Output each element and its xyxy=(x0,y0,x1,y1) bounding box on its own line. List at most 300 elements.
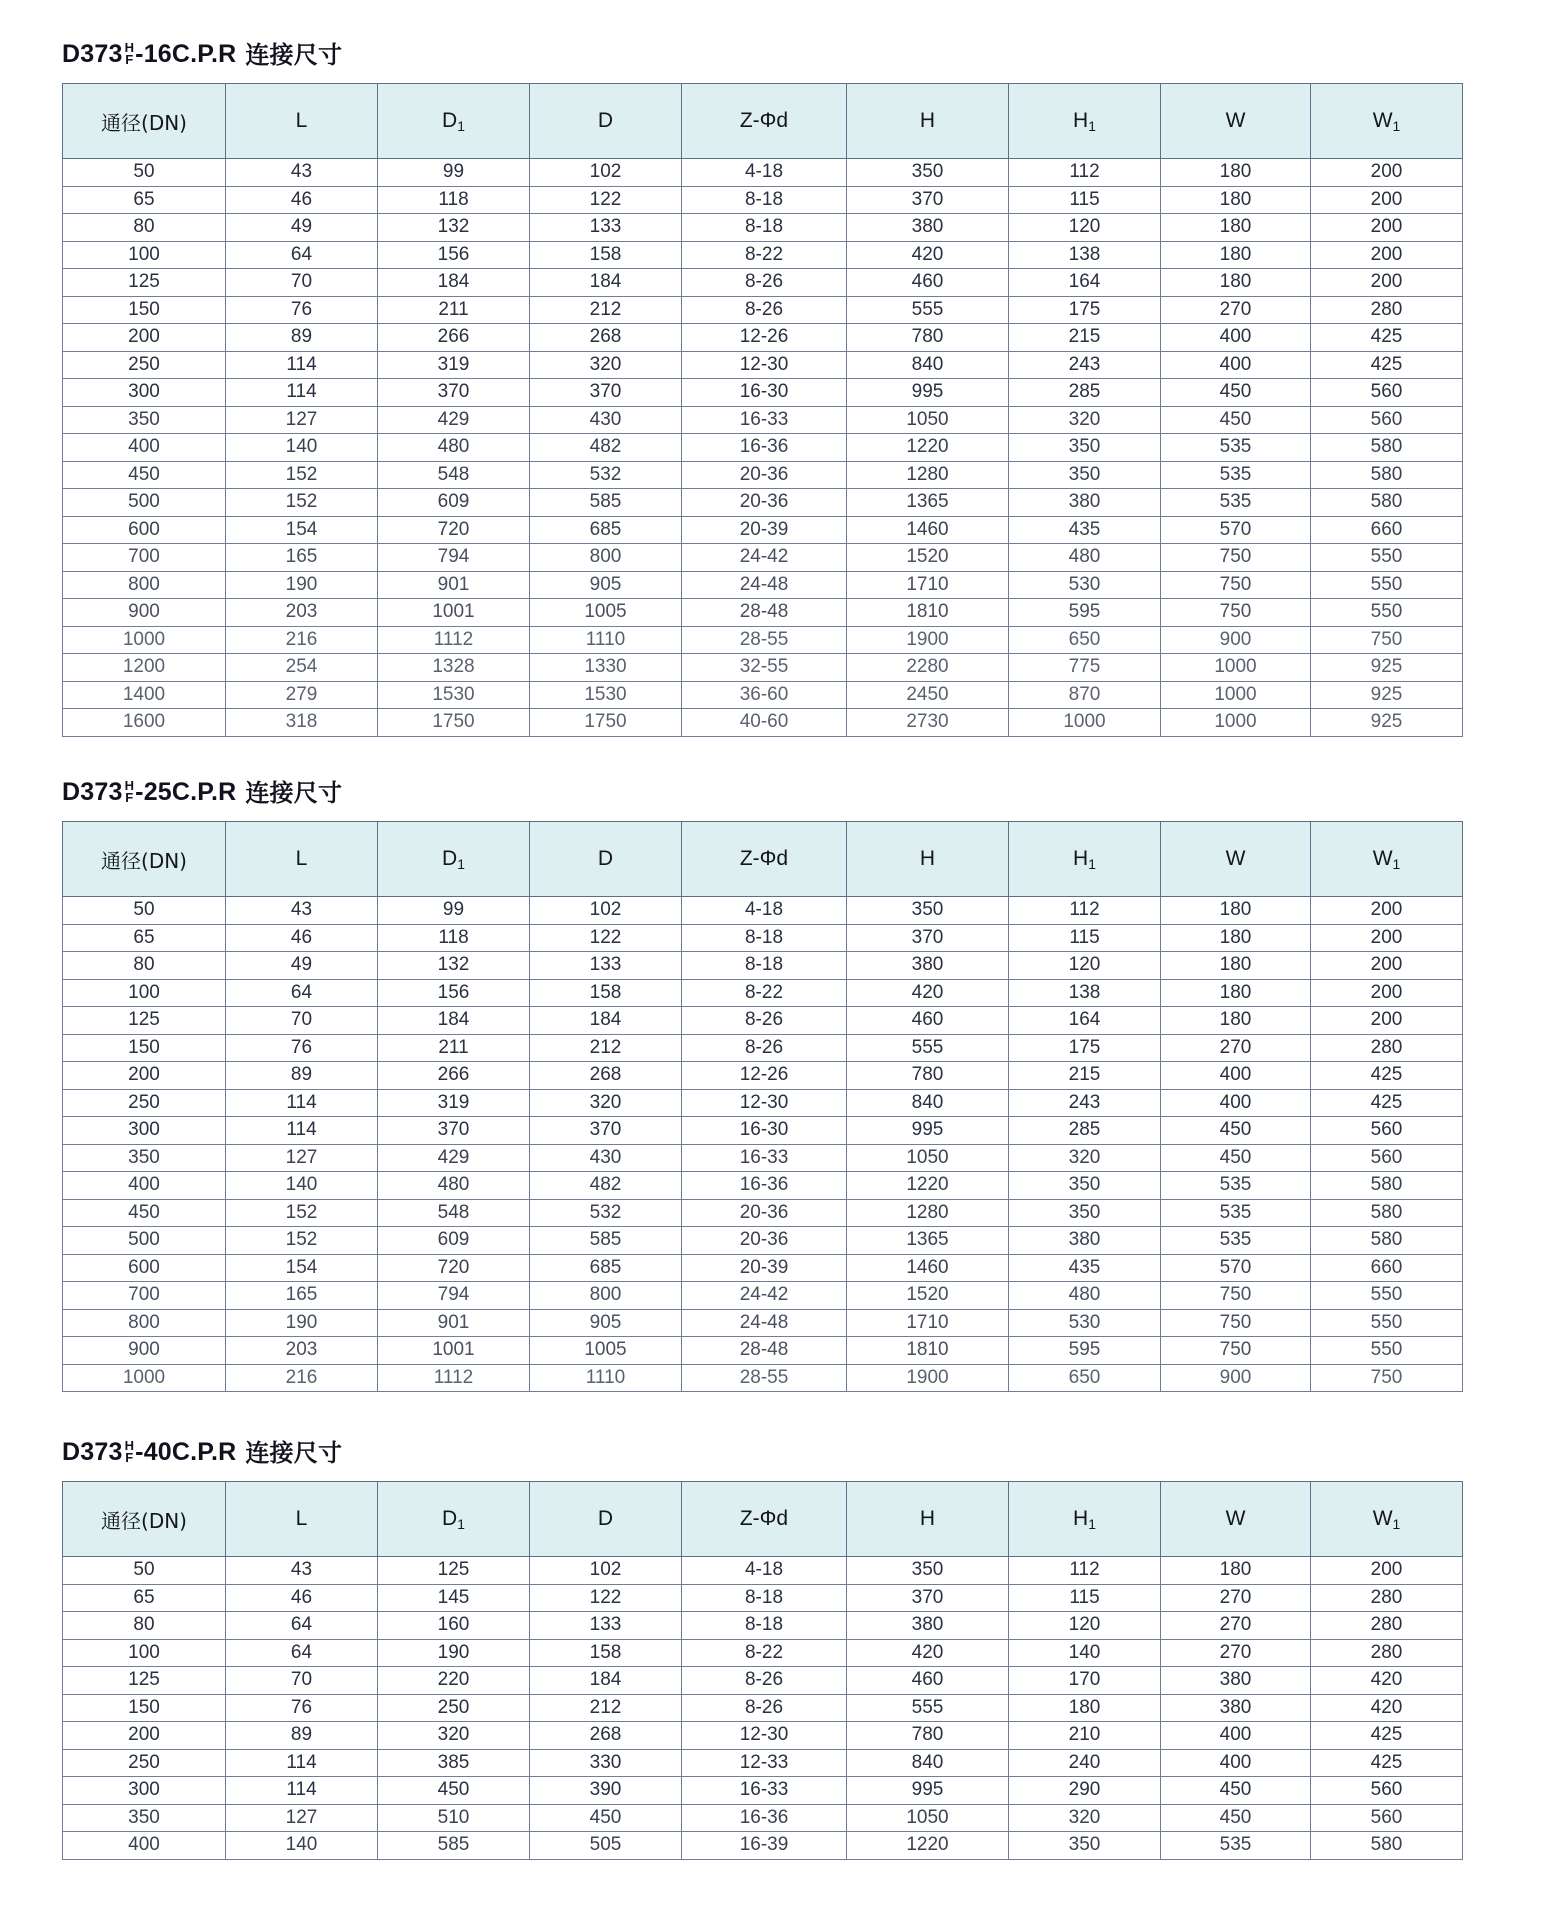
table-cell-L: 114 xyxy=(226,1777,378,1805)
table-cell-W1: 200 xyxy=(1311,241,1463,269)
table-cell-Z-Φd: 20-36 xyxy=(682,1227,847,1255)
table-cell-H: 1810 xyxy=(847,1337,1009,1365)
table-cell-L: 76 xyxy=(226,1694,378,1722)
table-cell-L: 89 xyxy=(226,324,378,352)
table-cell-D1: 118 xyxy=(378,924,530,952)
table-cell-H1: 243 xyxy=(1009,351,1161,379)
table-cell-W: 750 xyxy=(1161,571,1311,599)
title-fraction-numerator: H xyxy=(124,1437,135,1453)
table-cell-Z-Φd: 20-39 xyxy=(682,516,847,544)
table-cell-L: 203 xyxy=(226,1337,378,1365)
table-cell-通径(DN): 80 xyxy=(63,952,226,980)
table-cell-H1: 115 xyxy=(1009,924,1161,952)
section-title-25c xyxy=(62,777,1462,807)
table-cell-H1: 350 xyxy=(1009,1832,1161,1860)
table-cell-H: 1810 xyxy=(847,599,1009,627)
table-cell-D: 585 xyxy=(530,489,682,517)
table-cell-通径(DN): 300 xyxy=(63,1117,226,1145)
table-cell-H1: 650 xyxy=(1009,626,1161,654)
table-cell-D1: 609 xyxy=(378,489,530,517)
table-row xyxy=(63,1282,1463,1310)
table-cell-W: 270 xyxy=(1161,1612,1311,1640)
column-header-d: D xyxy=(530,822,682,897)
table-cell-H1: 175 xyxy=(1009,1034,1161,1062)
table-row xyxy=(63,1722,1463,1750)
table-cell-W: 270 xyxy=(1161,1639,1311,1667)
table-cell-H: 1220 xyxy=(847,1832,1009,1860)
table-cell-D1: 132 xyxy=(378,214,530,242)
table-cell-通径(DN): 1400 xyxy=(63,681,226,709)
table-cell-Z-Φd: 20-39 xyxy=(682,1254,847,1282)
table-header-row xyxy=(63,822,1463,897)
table-cell-L: 140 xyxy=(226,1832,378,1860)
table-cell-D1: 190 xyxy=(378,1639,530,1667)
title-rating: -40C.P.R xyxy=(135,1438,237,1466)
table-cell-D1: 132 xyxy=(378,952,530,980)
column-header-zphid: Z-Φd xyxy=(682,84,847,159)
table-cell-W: 180 xyxy=(1161,159,1311,187)
title-chinese: 连接尺寸 xyxy=(245,1438,343,1467)
table-cell-W1: 200 xyxy=(1311,979,1463,1007)
column-header-w1 xyxy=(1311,822,1463,897)
table-cell-通径(DN): 80 xyxy=(63,214,226,242)
table-cell-W1: 280 xyxy=(1311,1639,1463,1667)
table-cell-D: 102 xyxy=(530,1557,682,1585)
table-cell-D1: 609 xyxy=(378,1227,530,1255)
table-row xyxy=(63,461,1463,489)
table-cell-W1: 200 xyxy=(1311,1557,1463,1585)
table-row xyxy=(63,544,1463,572)
column-header-d1 xyxy=(378,84,530,159)
table-row xyxy=(63,1117,1463,1145)
table-cell-D: 905 xyxy=(530,1309,682,1337)
table-cell-D1: 901 xyxy=(378,1309,530,1337)
table-cell-通径(DN): 100 xyxy=(63,1639,226,1667)
table-cell-Z-Φd: 24-42 xyxy=(682,1282,847,1310)
table-cell-Z-Φd: 40-60 xyxy=(682,709,847,737)
table-cell-W1: 425 xyxy=(1311,351,1463,379)
table-row xyxy=(63,626,1463,654)
table-cell-Z-Φd: 12-26 xyxy=(682,1062,847,1090)
table-cell-W: 535 xyxy=(1161,434,1311,462)
column-header-h: H xyxy=(847,1482,1009,1557)
table-cell-D1: 184 xyxy=(378,1007,530,1035)
table-cell-W1: 560 xyxy=(1311,1117,1463,1145)
table-cell-D: 685 xyxy=(530,516,682,544)
table-cell-H: 995 xyxy=(847,1777,1009,1805)
table-cell-D: 122 xyxy=(530,186,682,214)
table-cell-H1: 285 xyxy=(1009,379,1161,407)
column-header-d1-base: D xyxy=(442,1507,458,1530)
table-cell-W1: 280 xyxy=(1311,1584,1463,1612)
column-header-l: L xyxy=(226,822,378,897)
table-cell-通径(DN): 125 xyxy=(63,1007,226,1035)
table-cell-D: 268 xyxy=(530,1722,682,1750)
table-cell-D: 320 xyxy=(530,351,682,379)
table-cell-H: 1520 xyxy=(847,1282,1009,1310)
title-chinese: 连接尺寸 xyxy=(245,778,343,807)
table-body xyxy=(63,897,1463,1392)
table-cell-W: 1000 xyxy=(1161,681,1311,709)
table-cell-H: 840 xyxy=(847,1089,1009,1117)
table-cell-通径(DN): 100 xyxy=(63,241,226,269)
table-cell-通径(DN): 350 xyxy=(63,1804,226,1832)
table-cell-D1: 794 xyxy=(378,544,530,572)
table-cell-Z-Φd: 4-18 xyxy=(682,1557,847,1585)
dimension-table-16c xyxy=(62,83,1463,737)
table-cell-通径(DN): 200 xyxy=(63,1062,226,1090)
table-cell-通径(DN): 250 xyxy=(63,351,226,379)
table-row xyxy=(63,924,1463,952)
column-header-w1 xyxy=(1311,1482,1463,1557)
table-cell-W: 270 xyxy=(1161,296,1311,324)
table-cell-L: 70 xyxy=(226,1667,378,1695)
table-cell-W1: 280 xyxy=(1311,1034,1463,1062)
table-cell-W1: 200 xyxy=(1311,1007,1463,1035)
table-cell-H1: 285 xyxy=(1009,1117,1161,1145)
table-cell-Z-Φd: 8-18 xyxy=(682,186,847,214)
table-cell-W1: 925 xyxy=(1311,681,1463,709)
table-cell-W: 535 xyxy=(1161,1172,1311,1200)
table-cell-W: 535 xyxy=(1161,461,1311,489)
table-cell-D: 905 xyxy=(530,571,682,599)
table-row xyxy=(63,324,1463,352)
table-cell-通径(DN): 900 xyxy=(63,1337,226,1365)
table-cell-H: 350 xyxy=(847,159,1009,187)
table-cell-W: 400 xyxy=(1161,351,1311,379)
table-cell-H1: 530 xyxy=(1009,571,1161,599)
table-cell-Z-Φd: 16-36 xyxy=(682,1804,847,1832)
table-cell-W: 450 xyxy=(1161,1777,1311,1805)
table-cell-Z-Φd: 16-33 xyxy=(682,1144,847,1172)
table-cell-通径(DN): 125 xyxy=(63,1667,226,1695)
table-cell-H1: 164 xyxy=(1009,1007,1161,1035)
table-cell-L: 152 xyxy=(226,461,378,489)
table-cell-通径(DN): 350 xyxy=(63,406,226,434)
table-cell-通径(DN): 450 xyxy=(63,1199,226,1227)
table-cell-W1: 420 xyxy=(1311,1667,1463,1695)
column-header-h1-sub: 1 xyxy=(1088,118,1096,135)
table-cell-D: 122 xyxy=(530,1584,682,1612)
table-cell-H1: 870 xyxy=(1009,681,1161,709)
table-cell-H1: 595 xyxy=(1009,1337,1161,1365)
table-row xyxy=(63,1172,1463,1200)
table-cell-D: 430 xyxy=(530,406,682,434)
table-cell-L: 152 xyxy=(226,1199,378,1227)
table-cell-L: 43 xyxy=(226,1557,378,1585)
table-cell-W1: 550 xyxy=(1311,544,1463,572)
table-cell-W: 180 xyxy=(1161,214,1311,242)
table-cell-H: 370 xyxy=(847,186,1009,214)
table-cell-通径(DN): 700 xyxy=(63,1282,226,1310)
table-cell-D1: 211 xyxy=(378,296,530,324)
table-cell-D1: 250 xyxy=(378,1694,530,1722)
table-row xyxy=(63,516,1463,544)
section-40c xyxy=(62,1437,1462,1860)
table-cell-L: 114 xyxy=(226,1749,378,1777)
table-cell-L: 89 xyxy=(226,1722,378,1750)
table-cell-D: 158 xyxy=(530,241,682,269)
table-cell-D1: 99 xyxy=(378,897,530,925)
table-cell-L: 203 xyxy=(226,599,378,627)
table-cell-通径(DN): 80 xyxy=(63,1612,226,1640)
table-row xyxy=(63,1639,1463,1667)
table-cell-Z-Φd: 8-18 xyxy=(682,1612,847,1640)
table-cell-W: 750 xyxy=(1161,1282,1311,1310)
table-cell-D: 268 xyxy=(530,324,682,352)
title-hf-fraction xyxy=(124,777,135,805)
column-header-dn: 通径(DN) xyxy=(63,1482,226,1557)
table-cell-D: 268 xyxy=(530,1062,682,1090)
table-cell-H1: 595 xyxy=(1009,599,1161,627)
table-cell-H: 2450 xyxy=(847,681,1009,709)
table-cell-D1: 99 xyxy=(378,159,530,187)
column-header-d1-base: D xyxy=(442,847,458,870)
table-cell-Z-Φd: 12-30 xyxy=(682,1722,847,1750)
table-cell-H: 555 xyxy=(847,1034,1009,1062)
table-cell-Z-Φd: 24-48 xyxy=(682,1309,847,1337)
table-cell-L: 49 xyxy=(226,214,378,242)
title-fraction-numerator: H xyxy=(124,39,135,55)
table-cell-Z-Φd: 36-60 xyxy=(682,681,847,709)
table-cell-W1: 200 xyxy=(1311,897,1463,925)
table-cell-W: 180 xyxy=(1161,897,1311,925)
column-header-d1 xyxy=(378,822,530,897)
column-header-w: W xyxy=(1161,84,1311,159)
table-cell-D1: 794 xyxy=(378,1282,530,1310)
table-cell-Z-Φd: 8-18 xyxy=(682,952,847,980)
table-cell-W: 180 xyxy=(1161,952,1311,980)
table-cell-H: 380 xyxy=(847,952,1009,980)
table-cell-H: 1280 xyxy=(847,461,1009,489)
table-cell-D: 482 xyxy=(530,1172,682,1200)
table-cell-D1: 220 xyxy=(378,1667,530,1695)
table-cell-L: 140 xyxy=(226,1172,378,1200)
column-header-l: L xyxy=(226,84,378,159)
title-rating: -25C.P.R xyxy=(135,778,237,806)
table-cell-W: 750 xyxy=(1161,544,1311,572)
column-header-h1-base: H xyxy=(1073,847,1089,870)
table-cell-L: 318 xyxy=(226,709,378,737)
table-cell-通径(DN): 500 xyxy=(63,489,226,517)
table-cell-D: 390 xyxy=(530,1777,682,1805)
table-cell-D1: 319 xyxy=(378,351,530,379)
column-header-h1 xyxy=(1009,822,1161,897)
table-row xyxy=(63,186,1463,214)
table-cell-Z-Φd: 16-30 xyxy=(682,1117,847,1145)
table-row xyxy=(63,1694,1463,1722)
title-fraction-denominator: F xyxy=(125,1449,134,1465)
table-cell-D: 1110 xyxy=(530,626,682,654)
table-row xyxy=(63,489,1463,517)
table-cell-D: 212 xyxy=(530,1694,682,1722)
table-cell-W: 750 xyxy=(1161,1309,1311,1337)
table-cell-Z-Φd: 4-18 xyxy=(682,897,847,925)
table-cell-H1: 435 xyxy=(1009,1254,1161,1282)
table-cell-D1: 319 xyxy=(378,1089,530,1117)
table-row xyxy=(63,1309,1463,1337)
title-code: D373 xyxy=(62,1438,123,1466)
table-cell-D1: 1001 xyxy=(378,1337,530,1365)
column-header-h1 xyxy=(1009,84,1161,159)
table-cell-D1: 1530 xyxy=(378,681,530,709)
table-cell-通径(DN): 1000 xyxy=(63,1364,226,1392)
table-cell-Z-Φd: 20-36 xyxy=(682,461,847,489)
table-cell-W: 450 xyxy=(1161,406,1311,434)
table-cell-Z-Φd: 12-26 xyxy=(682,324,847,352)
table-cell-W: 270 xyxy=(1161,1034,1311,1062)
table-cell-D: 1005 xyxy=(530,599,682,627)
column-header-w: W xyxy=(1161,822,1311,897)
table-cell-W1: 580 xyxy=(1311,489,1463,517)
dimension-table-25c xyxy=(62,821,1463,1392)
table-row xyxy=(63,1364,1463,1392)
column-header-h1-base: H xyxy=(1073,109,1089,132)
table-cell-W: 1000 xyxy=(1161,654,1311,682)
table-cell-L: 43 xyxy=(226,897,378,925)
table-cell-H: 780 xyxy=(847,1062,1009,1090)
table-cell-D: 430 xyxy=(530,1144,682,1172)
table-cell-H: 1365 xyxy=(847,489,1009,517)
table-cell-Z-Φd: 8-18 xyxy=(682,1584,847,1612)
table-cell-H: 1050 xyxy=(847,1804,1009,1832)
table-cell-Z-Φd: 16-33 xyxy=(682,1777,847,1805)
table-cell-W1: 425 xyxy=(1311,1749,1463,1777)
table-cell-H: 1900 xyxy=(847,1364,1009,1392)
table-cell-D1: 160 xyxy=(378,1612,530,1640)
table-cell-H: 1220 xyxy=(847,1172,1009,1200)
table-cell-H1: 210 xyxy=(1009,1722,1161,1750)
table-row xyxy=(63,1062,1463,1090)
table-cell-D: 133 xyxy=(530,1612,682,1640)
table-row xyxy=(63,296,1463,324)
table-cell-通径(DN): 1600 xyxy=(63,709,226,737)
table-cell-通径(DN): 200 xyxy=(63,324,226,352)
table-cell-L: 49 xyxy=(226,952,378,980)
table-cell-W1: 580 xyxy=(1311,434,1463,462)
table-cell-H: 1900 xyxy=(847,626,1009,654)
table-cell-W: 180 xyxy=(1161,979,1311,1007)
table-cell-H1: 112 xyxy=(1009,897,1161,925)
column-header-l: L xyxy=(226,1482,378,1557)
table-cell-W: 750 xyxy=(1161,599,1311,627)
table-cell-Z-Φd: 4-18 xyxy=(682,159,847,187)
table-cell-H1: 480 xyxy=(1009,544,1161,572)
table-cell-Z-Φd: 8-26 xyxy=(682,1007,847,1035)
table-cell-D1: 320 xyxy=(378,1722,530,1750)
table-cell-D1: 125 xyxy=(378,1557,530,1585)
table-cell-W1: 660 xyxy=(1311,516,1463,544)
table-cell-通径(DN): 65 xyxy=(63,186,226,214)
table-cell-H1: 120 xyxy=(1009,214,1161,242)
column-header-dn: 通径(DN) xyxy=(63,822,226,897)
table-cell-H: 1280 xyxy=(847,1199,1009,1227)
table-cell-H1: 215 xyxy=(1009,1062,1161,1090)
table-cell-H1: 350 xyxy=(1009,1172,1161,1200)
table-cell-通径(DN): 800 xyxy=(63,1309,226,1337)
column-header-d1-base: D xyxy=(442,109,458,132)
table-cell-W: 535 xyxy=(1161,1227,1311,1255)
table-cell-L: 127 xyxy=(226,1144,378,1172)
table-cell-W1: 560 xyxy=(1311,1804,1463,1832)
table-cell-Z-Φd: 8-22 xyxy=(682,241,847,269)
table-cell-L: 152 xyxy=(226,1227,378,1255)
table-cell-D: 184 xyxy=(530,269,682,297)
table-cell-通径(DN): 50 xyxy=(63,897,226,925)
table-cell-W1: 200 xyxy=(1311,159,1463,187)
table-cell-通径(DN): 300 xyxy=(63,1777,226,1805)
table-cell-H1: 180 xyxy=(1009,1694,1161,1722)
column-header-w1-base: W xyxy=(1372,109,1393,132)
table-cell-通径(DN): 150 xyxy=(63,296,226,324)
table-cell-D: 685 xyxy=(530,1254,682,1282)
table-cell-D1: 266 xyxy=(378,1062,530,1090)
table-cell-通径(DN): 600 xyxy=(63,1254,226,1282)
table-cell-H1: 120 xyxy=(1009,952,1161,980)
title-fraction-numerator: H xyxy=(124,777,135,793)
table-cell-W: 180 xyxy=(1161,241,1311,269)
table-cell-W1: 660 xyxy=(1311,1254,1463,1282)
table-cell-Z-Φd: 28-48 xyxy=(682,599,847,627)
table-cell-L: 64 xyxy=(226,1639,378,1667)
table-cell-通径(DN): 150 xyxy=(63,1694,226,1722)
table-cell-L: 114 xyxy=(226,1117,378,1145)
table-row xyxy=(63,351,1463,379)
table-cell-H1: 120 xyxy=(1009,1612,1161,1640)
table-row xyxy=(63,1254,1463,1282)
table-cell-W1: 550 xyxy=(1311,1309,1463,1337)
table-cell-通径(DN): 350 xyxy=(63,1144,226,1172)
table-cell-H1: 320 xyxy=(1009,1144,1161,1172)
table-row xyxy=(63,1804,1463,1832)
table-cell-通径(DN): 500 xyxy=(63,1227,226,1255)
dimension-table-40c xyxy=(62,1481,1463,1860)
table-cell-L: 114 xyxy=(226,379,378,407)
table-cell-Z-Φd: 20-36 xyxy=(682,489,847,517)
table-cell-W1: 280 xyxy=(1311,296,1463,324)
table-cell-Z-Φd: 16-36 xyxy=(682,1172,847,1200)
table-cell-D: 158 xyxy=(530,1639,682,1667)
section-title-16c xyxy=(62,39,1462,69)
table-cell-L: 154 xyxy=(226,1254,378,1282)
table-cell-D1: 585 xyxy=(378,1832,530,1860)
table-cell-L: 254 xyxy=(226,654,378,682)
table-cell-L: 64 xyxy=(226,979,378,1007)
table-cell-D: 482 xyxy=(530,434,682,462)
table-cell-H: 2280 xyxy=(847,654,1009,682)
table-cell-H1: 350 xyxy=(1009,461,1161,489)
table-cell-W1: 425 xyxy=(1311,1089,1463,1117)
table-cell-H1: 215 xyxy=(1009,324,1161,352)
table-cell-W: 400 xyxy=(1161,1089,1311,1117)
table-cell-H1: 530 xyxy=(1009,1309,1161,1337)
table-cell-H: 420 xyxy=(847,979,1009,1007)
table-cell-D1: 145 xyxy=(378,1584,530,1612)
table-cell-D: 1530 xyxy=(530,681,682,709)
table-cell-H1: 175 xyxy=(1009,296,1161,324)
table-cell-W: 270 xyxy=(1161,1584,1311,1612)
table-cell-Z-Φd: 16-33 xyxy=(682,406,847,434)
table-cell-H1: 320 xyxy=(1009,406,1161,434)
table-cell-D: 184 xyxy=(530,1667,682,1695)
table-cell-W1: 925 xyxy=(1311,654,1463,682)
table-row xyxy=(63,571,1463,599)
table-cell-W1: 280 xyxy=(1311,1612,1463,1640)
table-cell-H: 2730 xyxy=(847,709,1009,737)
table-cell-Z-Φd: 8-26 xyxy=(682,296,847,324)
table-cell-H1: 775 xyxy=(1009,654,1161,682)
title-code: D373 xyxy=(62,40,123,68)
